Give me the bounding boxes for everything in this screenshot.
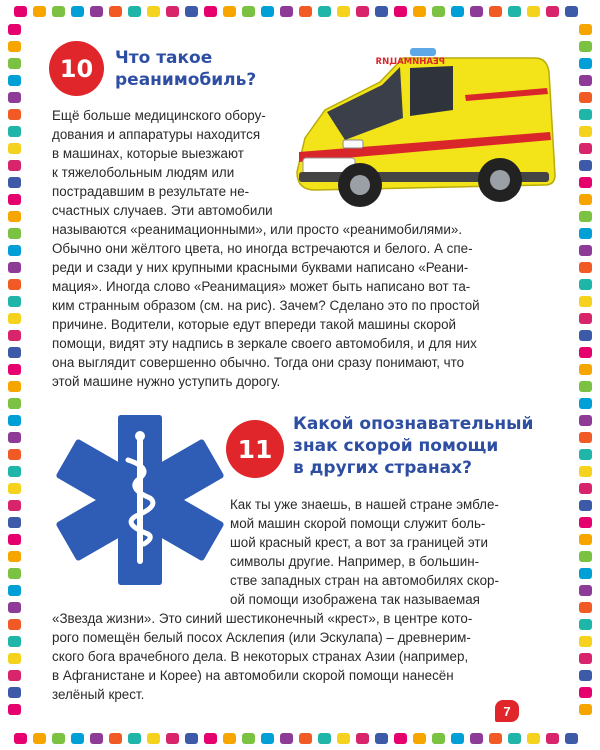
border-dot bbox=[204, 733, 217, 744]
border-dot bbox=[8, 670, 21, 681]
page-number: 7 bbox=[495, 700, 519, 722]
border-dot bbox=[451, 6, 464, 17]
border-dot bbox=[223, 733, 236, 744]
border-dot bbox=[579, 517, 592, 528]
border-dot bbox=[489, 6, 502, 17]
border-dot bbox=[579, 687, 592, 698]
border-dot bbox=[579, 398, 592, 409]
border-dot bbox=[579, 534, 592, 545]
border-dot bbox=[8, 381, 21, 392]
border-dot bbox=[185, 733, 198, 744]
border-dot bbox=[579, 143, 592, 154]
border-dot bbox=[280, 733, 293, 744]
border-dot bbox=[527, 6, 540, 17]
border-dot bbox=[579, 381, 592, 392]
border-dot bbox=[579, 432, 592, 443]
border-dot bbox=[8, 313, 21, 324]
border-dot bbox=[128, 6, 141, 17]
border-dot bbox=[579, 670, 592, 681]
border-dot bbox=[579, 58, 592, 69]
border-dot bbox=[8, 92, 21, 103]
border-dot bbox=[8, 687, 21, 698]
border-dot bbox=[8, 653, 21, 664]
border-dot bbox=[579, 347, 592, 358]
border-dot bbox=[356, 6, 369, 17]
border-dot bbox=[8, 636, 21, 647]
ambulance-mirror-label: РЕАНИМАЦИЯ bbox=[375, 57, 445, 67]
border-dot bbox=[261, 6, 274, 17]
border-dot bbox=[527, 733, 540, 744]
border-dot bbox=[432, 733, 445, 744]
border-dot bbox=[579, 194, 592, 205]
border-dot bbox=[8, 619, 21, 630]
border-dot bbox=[299, 733, 312, 744]
border-dot bbox=[489, 733, 502, 744]
border-dot bbox=[8, 466, 21, 477]
border-dot bbox=[147, 733, 160, 744]
border-dot bbox=[8, 75, 21, 86]
border-dot bbox=[8, 262, 21, 273]
border-dot bbox=[166, 6, 179, 17]
border-dot bbox=[565, 6, 578, 17]
border-dot bbox=[299, 6, 312, 17]
border-dot bbox=[579, 177, 592, 188]
border-dot bbox=[546, 733, 559, 744]
border-dot bbox=[470, 6, 483, 17]
section11-text: Как ты уже знаешь, в нашей стране эмбле- мой машин скорой помощи служит боль- шой красный крест, а вот за границей эти символы другие. Например, в большин- стве западных стран на автомобилях скор- ой помощи изображена так называемая «Звезда жизни». Это синий шестиконечный «крест», в центре кото- рого помещён белый посох Асклепия (или Эскулапа) – древнерим- ского бога врачебного дела. В некоторых странах Азии (например, в Афганистане и Корее) на автомобили скорой помощи нанесён зелёный крест. bbox=[52, 497, 499, 702]
border-dot bbox=[8, 415, 21, 426]
border-dot bbox=[90, 6, 103, 17]
border-dot bbox=[71, 6, 84, 17]
border-dot bbox=[8, 194, 21, 205]
border-dot bbox=[8, 568, 21, 579]
border-dot bbox=[579, 313, 592, 324]
border-dot bbox=[109, 733, 122, 744]
border-dot bbox=[579, 296, 592, 307]
border-dot bbox=[8, 398, 21, 409]
border-dot bbox=[579, 245, 592, 256]
border-dot bbox=[470, 733, 483, 744]
border-dot bbox=[8, 432, 21, 443]
border-dot bbox=[8, 41, 21, 52]
question-title-11: Какой опознавательный знак скорой помощи в других странах? bbox=[293, 414, 534, 478]
border-dot bbox=[147, 6, 160, 17]
border-dot bbox=[8, 602, 21, 613]
border-dot bbox=[8, 551, 21, 562]
border-dot bbox=[579, 500, 592, 511]
border-dot bbox=[579, 602, 592, 613]
border-dot bbox=[8, 109, 21, 120]
border-dot bbox=[8, 330, 21, 341]
border-dot bbox=[579, 160, 592, 171]
border-dot bbox=[579, 619, 592, 630]
border-dot bbox=[8, 245, 21, 256]
border-dot bbox=[261, 733, 274, 744]
border-dot bbox=[8, 143, 21, 154]
border-dot bbox=[579, 92, 592, 103]
border-dot bbox=[579, 636, 592, 647]
border-dot bbox=[14, 6, 27, 17]
border-dot bbox=[565, 733, 578, 744]
border-dot bbox=[8, 126, 21, 137]
border-dot bbox=[337, 6, 350, 17]
border-dot bbox=[413, 733, 426, 744]
border-dot bbox=[90, 733, 103, 744]
border-dot bbox=[52, 6, 65, 17]
border-dot bbox=[579, 41, 592, 52]
border-dot bbox=[318, 733, 331, 744]
border-dot bbox=[546, 6, 559, 17]
border-dot bbox=[508, 733, 521, 744]
border-dot bbox=[71, 733, 84, 744]
border-dot bbox=[52, 733, 65, 744]
border-dot bbox=[579, 330, 592, 341]
border-dot bbox=[579, 551, 592, 562]
border-dot bbox=[579, 211, 592, 222]
border-dot bbox=[33, 6, 46, 17]
border-dot bbox=[579, 568, 592, 579]
border-dot bbox=[33, 733, 46, 744]
border-dot bbox=[579, 704, 592, 715]
border-dot bbox=[579, 653, 592, 664]
border-dot bbox=[8, 177, 21, 188]
border-dot bbox=[223, 6, 236, 17]
border-dot bbox=[337, 733, 350, 744]
border-dot bbox=[432, 6, 445, 17]
border-dot bbox=[579, 126, 592, 137]
border-dot bbox=[8, 585, 21, 596]
border-dot bbox=[579, 279, 592, 290]
border-dot bbox=[185, 6, 198, 17]
border-dot bbox=[8, 228, 21, 239]
border-dot bbox=[8, 58, 21, 69]
border-dot bbox=[8, 704, 21, 715]
question-number-10: 10 bbox=[49, 41, 104, 96]
border-dot bbox=[451, 733, 464, 744]
border-dot bbox=[394, 733, 407, 744]
border-dot bbox=[8, 500, 21, 511]
border-dot bbox=[579, 75, 592, 86]
border-dot bbox=[242, 733, 255, 744]
border-dot bbox=[579, 262, 592, 273]
border-dot bbox=[356, 733, 369, 744]
border-dot bbox=[375, 733, 388, 744]
border-dot bbox=[413, 6, 426, 17]
border-dot bbox=[579, 24, 592, 35]
border-dot bbox=[8, 483, 21, 494]
border-dot bbox=[242, 6, 255, 17]
border-dot bbox=[8, 364, 21, 375]
border-dot bbox=[318, 6, 331, 17]
border-dot bbox=[579, 415, 592, 426]
border-dot bbox=[14, 733, 27, 744]
border-dot bbox=[579, 364, 592, 375]
border-dot bbox=[8, 534, 21, 545]
border-dot bbox=[579, 585, 592, 596]
section10-text: Ещё больше медицинского обору- дования и аппаратуры находится в машинах, которые выезжают к тяжелобольным людям или пострадавшим в результате не- счастных случаев. Эти автомобили называются «реанимационными», или просто «реанимобилями». Обычно они жёлтого цвета, но иногда встречаются и белого. А спе- реди и сзади у них крупными красными буквами написано «Реани- мация». Иногда слово «Реанимация» может быть написано вот та- ким странным образом (см. на рис). Зачем? Сделано это по простой причине. Водители, которые едут впереди такой машины скорой помощи, видят эту надпись в зеркале своего автомобиля, и для них она выглядит совершенно обычно. Тогда они сразу понимают, что этой машине нужно уступить дорогу. bbox=[52, 108, 480, 389]
border-dot bbox=[579, 466, 592, 477]
border-dot bbox=[375, 6, 388, 17]
border-dot bbox=[508, 6, 521, 17]
question-number-11: 11 bbox=[226, 420, 284, 478]
border-dot bbox=[109, 6, 122, 17]
border-dot bbox=[128, 733, 141, 744]
border-dot bbox=[8, 211, 21, 222]
border-dot bbox=[280, 6, 293, 17]
border-dot bbox=[579, 228, 592, 239]
border-dot bbox=[8, 347, 21, 358]
border-dot bbox=[8, 296, 21, 307]
border-dot bbox=[8, 449, 21, 460]
border-dot bbox=[166, 733, 179, 744]
border-dot bbox=[579, 109, 592, 120]
question-title-10: Что такое реанимобиль? bbox=[115, 48, 257, 90]
border-dot bbox=[579, 483, 592, 494]
border-dot bbox=[8, 24, 21, 35]
border-dot bbox=[579, 449, 592, 460]
border-dot bbox=[394, 6, 407, 17]
border-dot bbox=[8, 517, 21, 528]
border-dot bbox=[8, 279, 21, 290]
border-dot bbox=[8, 160, 21, 171]
border-dot bbox=[204, 6, 217, 17]
